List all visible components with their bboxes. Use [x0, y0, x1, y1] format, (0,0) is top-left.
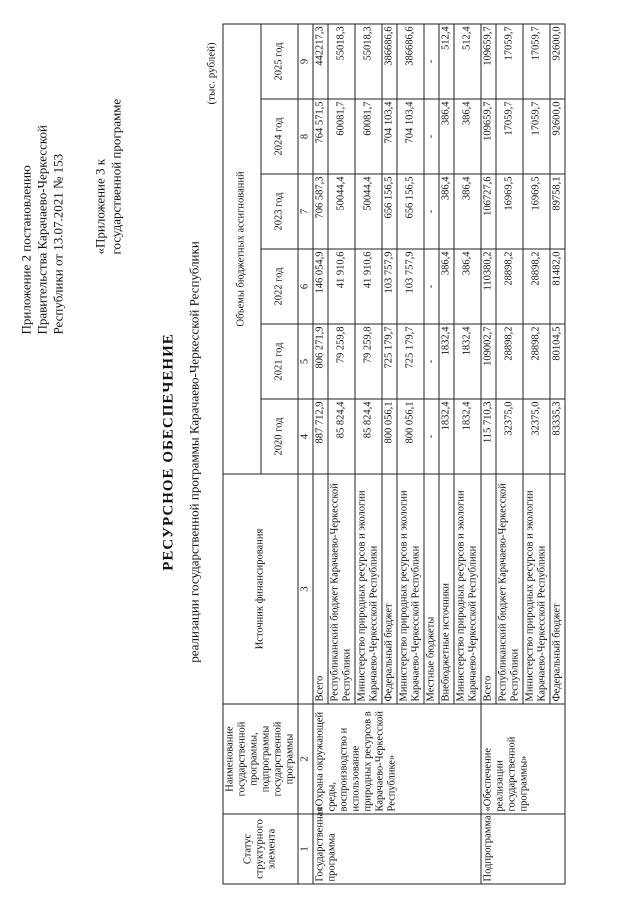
row-value: 806 271,9: [313, 324, 328, 399]
row-value: 16969,5: [496, 174, 523, 249]
row-value: 32375,0: [496, 399, 523, 474]
table-row: [481, 24, 496, 884]
row-value: 725 179,7: [397, 324, 424, 399]
row-value: 800 056,1: [397, 399, 424, 474]
header-year: 2020 год: [261, 399, 299, 474]
row-value: 706 587,3: [313, 174, 328, 249]
row-program-name: «Обеспечение реализации государственной программы»: [481, 704, 565, 814]
row-value: 28898,2: [523, 249, 550, 324]
row-value: 92600,0: [550, 24, 565, 99]
row-value: 704 103,4: [397, 99, 424, 174]
row-value: 89758,1: [550, 174, 565, 249]
table-row: [313, 24, 328, 884]
row-source: Министерство природных ресурсов и экологии Карачаево-Черкесской Республики: [454, 474, 481, 704]
row-source: Федеральный бюджет: [382, 474, 397, 704]
row-value: 17059,7: [496, 24, 523, 99]
row-value: -: [424, 399, 439, 474]
row-value: 656 156,5: [382, 174, 397, 249]
program-appendix-line: государственной программе: [108, 98, 124, 255]
row-value: 386,4: [454, 174, 481, 249]
row-value: 79 259,8: [355, 324, 382, 399]
row-value: -: [424, 249, 439, 324]
row-source: Всего: [313, 474, 328, 704]
row-source: Всего: [481, 474, 496, 704]
row-value: 28898,2: [496, 324, 523, 399]
row-value: 106727,6: [481, 174, 496, 249]
header-year: 2021 год: [261, 324, 299, 399]
row-value: 85 824,4: [328, 399, 355, 474]
row-value: 16969,5: [523, 174, 550, 249]
appendix-line: Правительства Карачаево-Черкесской: [34, 125, 50, 335]
header-volumes: Объемы бюджетных ассигнований: [223, 24, 261, 474]
row-value: 1832,4: [439, 324, 454, 399]
column-number: 9: [298, 24, 313, 99]
header-source: Источник финансирования: [223, 474, 298, 704]
row-value: 1832,4: [454, 399, 481, 474]
document-title: РЕСУРСНОЕ ОБЕСПЕЧЕНИЕ: [160, 333, 177, 571]
header-row: [223, 24, 261, 884]
header-year: 2025 год: [261, 24, 299, 99]
column-number: 2: [298, 704, 313, 814]
row-status: Подпрограмма: [481, 814, 565, 884]
row-program-name: «Охрана окружающей среды, воспроизводство и использование природных ресурсов в Карачаево-Черкесской Республике»: [313, 704, 481, 814]
row-value: 28898,2: [496, 249, 523, 324]
row-value: 386686,6: [382, 24, 397, 99]
row-status: Государственная программа: [313, 814, 481, 884]
row-value: 656 156,5: [397, 174, 424, 249]
row-value: 50044,4: [355, 174, 382, 249]
table-body: [313, 24, 565, 884]
row-value: 92600,0: [550, 99, 565, 174]
header-name: Наименование государственной программы, подпрограммы государственной программы: [223, 704, 298, 814]
row-value: 55018,3: [328, 24, 355, 99]
row-value: 887 712,9: [313, 399, 328, 474]
column-number: 8: [298, 99, 313, 174]
row-value: 386,4: [439, 174, 454, 249]
row-value: 60081,7: [328, 99, 355, 174]
row-source: Местные бюджеты: [424, 474, 439, 704]
row-value: 17059,7: [523, 24, 550, 99]
row-value: 103 757,9: [397, 249, 424, 324]
row-value: 704 103,4: [382, 99, 397, 174]
row-value: 17059,7: [523, 99, 550, 174]
row-value: 1832,4: [454, 324, 481, 399]
appendix-decree-note: [19, 35, 67, 335]
row-value: 80104,5: [550, 324, 565, 399]
row-source: Федеральный бюджет: [550, 474, 565, 704]
row-value: 110380,2: [481, 249, 496, 324]
row-value: 386,4: [439, 99, 454, 174]
units-note: (тыс. рублей): [205, 42, 218, 105]
row-value: 512,4: [454, 24, 481, 99]
row-value: 386,4: [454, 249, 481, 324]
column-number: 1: [298, 814, 313, 884]
header-year: 2023 год: [261, 174, 299, 249]
header-status: Статус структурного элемента: [223, 814, 298, 884]
column-number: 6: [298, 249, 313, 324]
row-value: 28898,2: [523, 324, 550, 399]
header-year: 2024 год: [261, 99, 299, 174]
row-value: -: [424, 174, 439, 249]
table-head: [223, 24, 313, 884]
row-value: 41 910,6: [355, 249, 382, 324]
column-number: 7: [298, 174, 313, 249]
row-value: 386,4: [439, 249, 454, 324]
row-value: 109659,7: [481, 24, 496, 99]
row-value: 512,4: [439, 24, 454, 99]
appendix-line: Приложение 2 постановлению: [18, 165, 34, 335]
column-number: 3: [298, 474, 313, 704]
row-source: Республиканский бюджет Карачаево-Черкесской Республики: [328, 474, 355, 704]
row-value: 55018,3: [355, 24, 382, 99]
row-value: -: [424, 99, 439, 174]
row-value: 386,4: [454, 99, 481, 174]
row-value: 83335,3: [550, 399, 565, 474]
row-source: Республиканский бюджет Карачаево-Черкесской Республики: [496, 474, 523, 704]
row-value: 109659,7: [481, 99, 496, 174]
program-appendix-note: [93, 35, 125, 255]
column-numbers-row: [298, 24, 313, 884]
row-value: 146 054,9: [313, 249, 328, 324]
row-value: 115 710,3: [481, 399, 496, 474]
row-source: Внебюджетные источники: [439, 474, 454, 704]
column-number: 4: [298, 399, 313, 474]
row-value: 109002,7: [481, 324, 496, 399]
row-source: Министерство природных ресурсов и экологии Карачаево-Черкесской Республики: [523, 474, 550, 704]
row-value: 386686,6: [397, 24, 424, 99]
resource-table: [223, 23, 566, 884]
column-number: 5: [298, 324, 313, 399]
row-value: 81482,0: [550, 249, 565, 324]
row-value: 32375,0: [523, 399, 550, 474]
program-appendix-line: «Приложение 3 к: [92, 158, 108, 255]
row-value: 800 056,1: [382, 399, 397, 474]
row-value: 103 757,9: [382, 249, 397, 324]
row-value: 764 571,5: [313, 99, 328, 174]
row-value: 725 179,7: [382, 324, 397, 399]
row-value: 50044,4: [328, 174, 355, 249]
row-source: Министерство природных ресурсов и экологии Карачаево-Черкесской Республики: [397, 474, 424, 704]
appendix-line: Республики от 13.07.2021 № 153: [50, 153, 66, 335]
row-value: 79 259,8: [328, 324, 355, 399]
row-value: 442217,3: [313, 24, 328, 99]
row-value: 17059,7: [496, 99, 523, 174]
row-value: 60081,7: [355, 99, 382, 174]
row-value: 41 910,6: [328, 249, 355, 324]
row-value: 85 824,4: [355, 399, 382, 474]
rotated-page: [11, 10, 631, 895]
row-value: 1832,4: [439, 399, 454, 474]
row-value: -: [424, 324, 439, 399]
document-subtitle: реализации государственной программы Карачаево-Черкесской Республики: [186, 241, 202, 663]
row-source: Министерство природных ресурсов и экологии Карачаево-Черкесской Республики: [355, 474, 382, 704]
row-value: -: [424, 24, 439, 99]
header-year: 2022 год: [261, 249, 299, 324]
